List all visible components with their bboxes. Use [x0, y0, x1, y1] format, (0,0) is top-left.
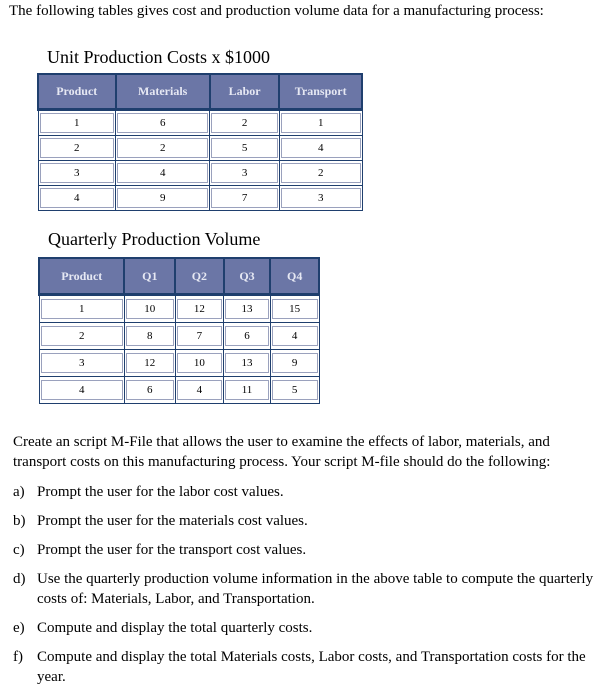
table-cell: 2: [41, 326, 123, 346]
table-cell: 1: [41, 299, 123, 319]
production-volume-table: [38, 257, 320, 404]
list-item: [13, 540, 605, 560]
table-cell: 10: [126, 299, 174, 319]
intro-text: The following tables gives cost and production volume data for a manufacturing process:: [9, 3, 544, 19]
instructions-paragraph: Create an script M-File that allows the user to examine the effects of labor, materials, and transport costs on this manufacturing process. Your script M-file should do the following:: [13, 434, 551, 470]
table-cell: 13: [225, 299, 269, 319]
table-cell: 4: [40, 188, 115, 208]
table-cell: 7: [211, 188, 277, 208]
list-marker: e): [13, 620, 25, 636]
table-cell: 3: [281, 188, 361, 208]
list-item-text: Compute and display the total quarterly costs.: [37, 620, 313, 636]
list-item-text: Prompt the user for the labor cost values.: [37, 484, 284, 500]
list-item: [13, 618, 605, 638]
column-header: Materials: [116, 74, 210, 110]
table-cell: 1: [281, 113, 361, 133]
table-cell: 3: [211, 163, 277, 183]
table-cell: 15: [272, 299, 318, 319]
list-item: [13, 647, 605, 687]
list-item: [13, 511, 605, 531]
table-cell: 4: [272, 326, 318, 346]
table-cell: 12: [126, 353, 174, 373]
table-cell: 3: [41, 353, 123, 373]
table-cell: 8: [126, 326, 174, 346]
list-marker: b): [13, 513, 26, 529]
table-cell: 1: [40, 113, 115, 133]
table-row: [39, 295, 319, 323]
table-cell: 12: [177, 299, 223, 319]
volume-table-title: Quarterly Production Volume: [48, 229, 261, 249]
table-cell: 6: [117, 113, 208, 133]
table-cell: 2: [117, 138, 208, 158]
table-cell: 3: [40, 163, 115, 183]
table-cell: 10: [177, 353, 223, 373]
list-item: [13, 482, 605, 502]
table-cell: 6: [126, 380, 174, 400]
column-header: Q2: [175, 258, 224, 295]
column-header: Transport: [279, 74, 362, 110]
table-cell: 2: [281, 163, 361, 183]
steps-list: [13, 482, 605, 696]
table-cell: 6: [225, 326, 269, 346]
column-header: Labor: [210, 74, 279, 110]
table-cell: 5: [211, 138, 277, 158]
column-header: Q1: [124, 258, 175, 295]
table-cell: 7: [177, 326, 223, 346]
table-row: [39, 377, 319, 404]
table-row: [38, 161, 362, 186]
table-cell: 11: [225, 380, 269, 400]
table-cell: 5: [272, 380, 318, 400]
table-header-row: [39, 258, 319, 295]
list-item-text: Prompt the user for the transport cost values.: [37, 542, 307, 558]
table-cell: 4: [117, 163, 208, 183]
table-cell: 9: [272, 353, 318, 373]
table-cell: 2: [211, 113, 277, 133]
table-header-row: [38, 74, 362, 110]
list-marker: d): [13, 571, 26, 587]
list-marker: a): [13, 484, 25, 500]
table-cell: 4: [281, 138, 361, 158]
column-header: Q4: [270, 258, 319, 295]
cost-table-title: Unit Production Costs x $1000: [47, 47, 271, 67]
list-item-text: Prompt the user for the materials cost values.: [37, 513, 308, 529]
table-cell: 4: [41, 380, 123, 400]
table-cell: 2: [40, 138, 115, 158]
list-item: [13, 569, 605, 609]
column-header: Product: [38, 74, 116, 110]
column-header: Product: [39, 258, 124, 295]
list-item-text: Use the quarterly production volume information in the above table to compute the quarterly costs of: Materials, Labor, and Transportation.: [37, 571, 594, 607]
list-item-text: Compute and display the total Materials costs, Labor costs, and Transportation costs for the year.: [37, 649, 586, 685]
table-row: [38, 136, 362, 161]
table-row: [38, 110, 362, 136]
table-row: [38, 186, 362, 211]
table-cell: 9: [117, 188, 208, 208]
table-cell: 4: [177, 380, 223, 400]
column-header: Q3: [224, 258, 271, 295]
unit-cost-table: [37, 73, 363, 211]
table-row: [39, 350, 319, 377]
list-marker: f): [13, 649, 23, 665]
list-marker: c): [13, 542, 25, 558]
table-row: [39, 323, 319, 350]
table-cell: 13: [225, 353, 269, 373]
